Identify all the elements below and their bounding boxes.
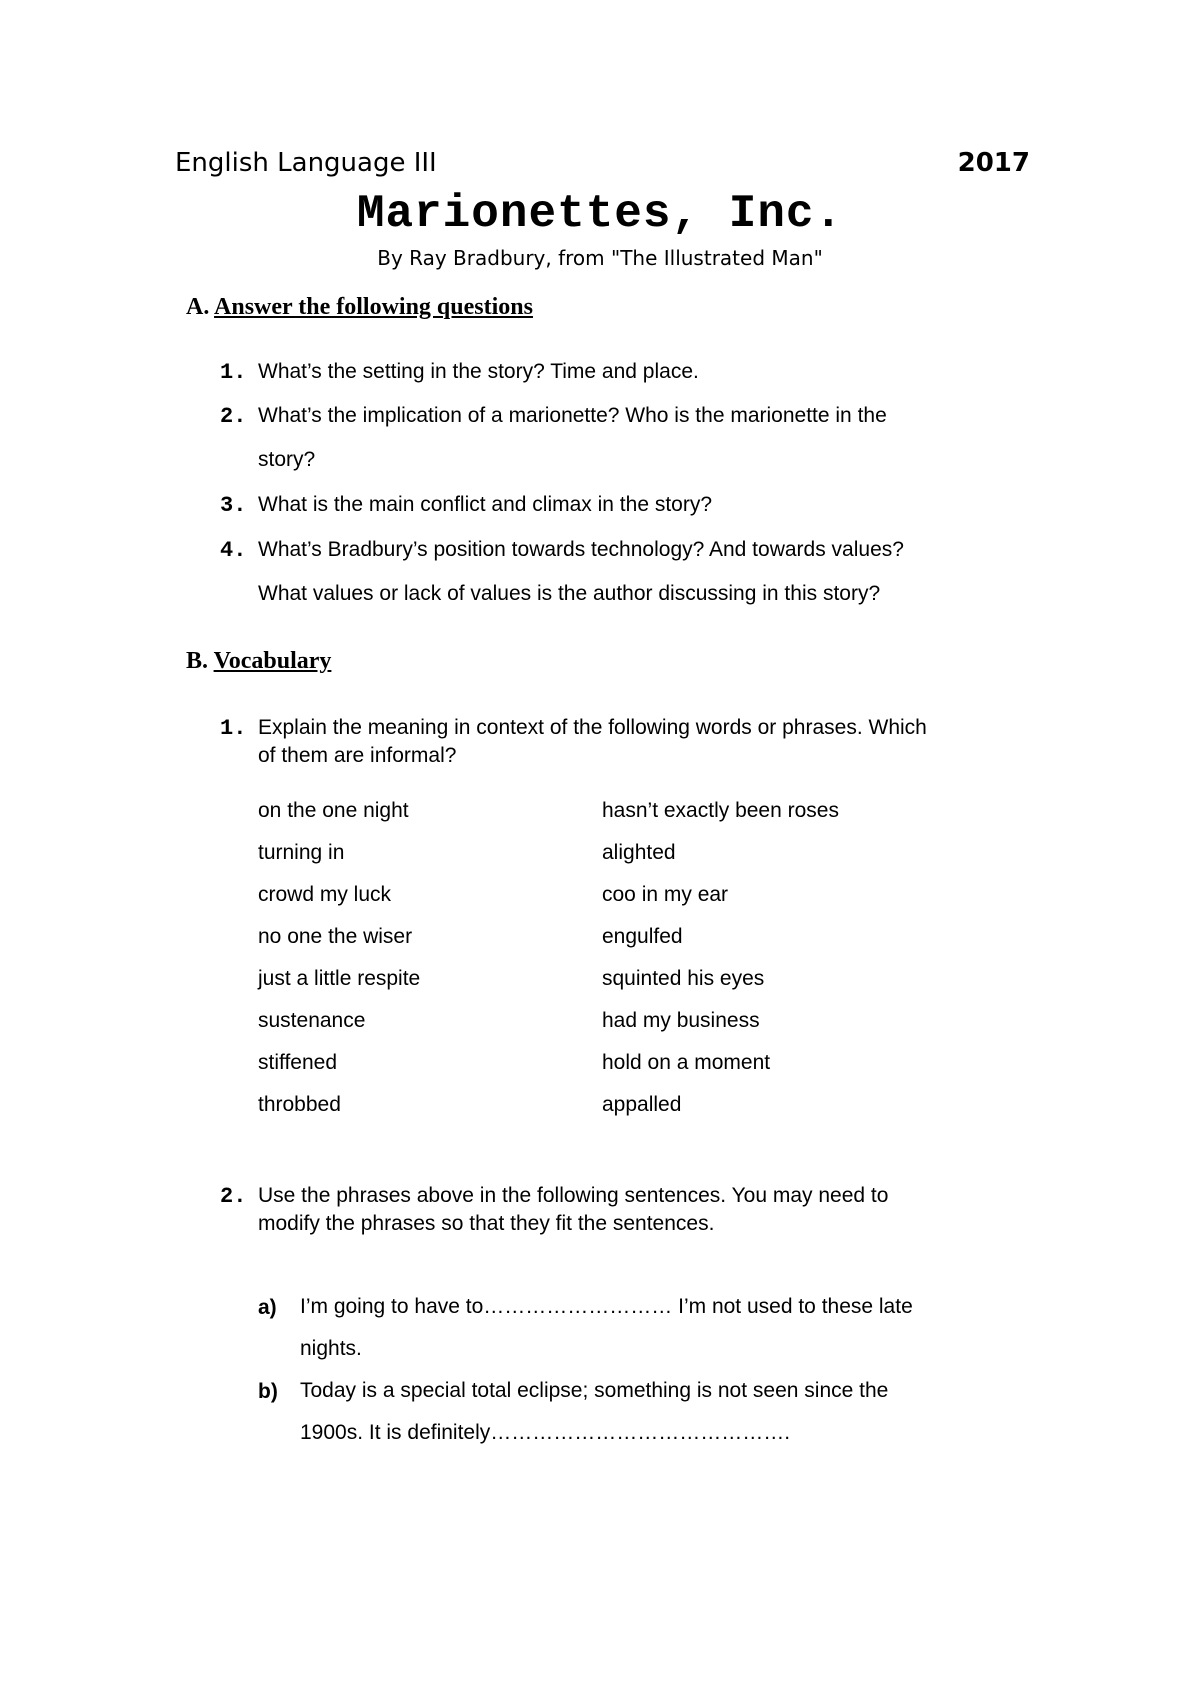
question-b1-number: 1. <box>220 716 247 741</box>
vocab-item: hold on a moment <box>602 1051 771 1074</box>
section-b-letter: B. <box>186 648 209 674</box>
question-a4-line: What values or lack of values is the author discussing in this story? <box>258 582 881 605</box>
course-name: English Language III <box>175 148 437 178</box>
subquestion-b-line: 1900s. It is definitely……………………………………. <box>300 1421 791 1444</box>
vocab-item: throbbed <box>258 1093 341 1116</box>
subquestion-b-line: Today is a special total eclipse; something is not seen since the <box>300 1379 889 1402</box>
subquestion-b-label: b) <box>258 1380 278 1403</box>
document-title: Marionettes, Inc. <box>356 188 844 240</box>
question-a2 <box>258 394 1048 482</box>
question-a1-line: What’s the setting in the story? Time and place. <box>258 360 699 383</box>
vocab-item: engulfed <box>602 925 683 948</box>
vocab-item: no one the wiser <box>258 925 413 948</box>
question-b1-line: of them are informal? <box>258 744 457 767</box>
question-b2-number: 2. <box>220 1184 247 1209</box>
course-header <box>175 148 1030 182</box>
vocab-item: sustenance <box>258 1009 366 1032</box>
document-subtitle: By Ray Bradbury, from "The Illustrated Man" <box>377 246 823 270</box>
vocab-item: stiffened <box>258 1051 338 1074</box>
question-a2-line: What’s the implication of a marionette? Who is the marionette in the <box>258 404 887 427</box>
section-b-title: Vocabulary <box>213 648 332 674</box>
vocab-item: coo in my ear <box>602 883 729 906</box>
section-a-title: Answer the following questions <box>214 294 533 320</box>
vocab-item: appalled <box>602 1093 682 1116</box>
vocab-item: just a little respite <box>258 967 421 990</box>
subquestion-a-line: nights. <box>300 1337 362 1360</box>
vocab-item: on the one night <box>258 799 409 822</box>
vocab-item: turning in <box>258 841 345 864</box>
subquestion-a <box>300 1286 1050 1370</box>
section-a-letter: A. <box>186 294 210 320</box>
question-a2-line: story? <box>258 448 316 471</box>
question-a4-line: What’s Bradbury’s position towards technology? And towards values? <box>258 538 904 561</box>
question-b1 <box>258 714 1048 770</box>
section-b-heading <box>186 648 331 675</box>
question-a1-number: 1. <box>220 360 247 385</box>
subquestion-a-label: a) <box>258 1296 277 1319</box>
course-year: 2017 <box>957 148 1030 178</box>
question-a3 <box>258 483 1048 527</box>
question-b2-line: Use the phrases above in the following sentences. You may need to <box>258 1184 889 1207</box>
subquestion-b <box>300 1370 1050 1454</box>
question-a3-line: What is the main conflict and climax in the story? <box>258 493 713 516</box>
vocab-item: hasn’t exactly been roses <box>602 799 839 822</box>
vocab-item: squinted his eyes <box>602 967 765 990</box>
subquestion-a-line: I’m going to have to……………………… I’m not used to these late <box>300 1295 913 1318</box>
question-a1 <box>258 350 1048 394</box>
question-b2-line: modify the phrases so that they fit the sentences. <box>258 1212 715 1235</box>
question-a2-number: 2. <box>220 404 247 429</box>
question-b2 <box>258 1182 1048 1238</box>
question-a3-number: 3. <box>220 493 247 518</box>
vocab-item: had my business <box>602 1009 760 1032</box>
vocab-item: alighted <box>602 841 676 864</box>
vocab-item: crowd my luck <box>258 883 392 906</box>
question-a4 <box>258 528 1048 616</box>
question-a4-number: 4. <box>220 538 247 563</box>
question-b1-line: Explain the meaning in context of the following words or phrases. Which <box>258 716 927 739</box>
section-a-heading <box>186 294 533 321</box>
